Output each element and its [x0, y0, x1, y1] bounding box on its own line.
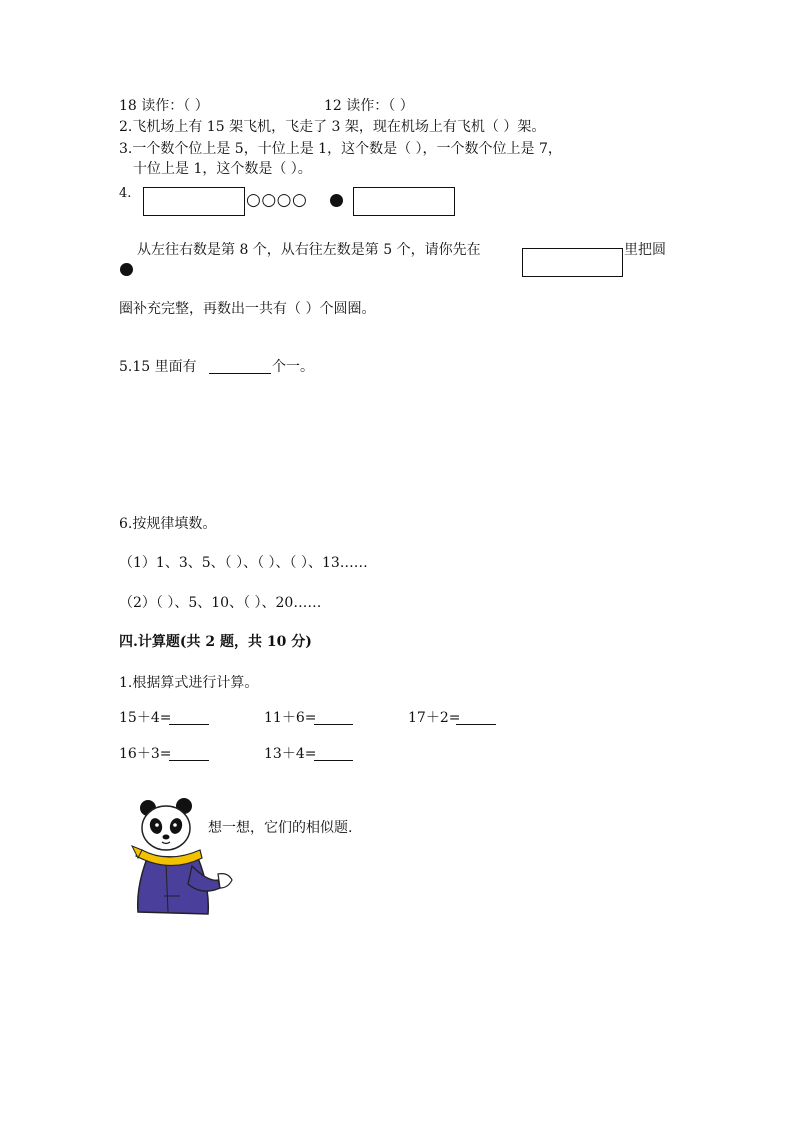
- q6-title: 6.按规律填数。: [119, 516, 217, 532]
- q6-line1: （1）1、3、5、（ ）、（ ）、（ ）、13……: [119, 555, 368, 571]
- q5-post: 个一。: [272, 359, 314, 375]
- calc-item: 13＋4=: [264, 746, 317, 762]
- calc-blank[interactable]: [456, 724, 496, 725]
- calc-title: 1.根据算式进行计算。: [119, 675, 259, 691]
- q5-blank[interactable]: [209, 373, 271, 374]
- calc-item: 11＋6=: [264, 710, 317, 726]
- answer-box-left[interactable]: [143, 187, 245, 216]
- calc-item: 17＋2=: [408, 710, 461, 726]
- section-title: 四.计算题(共 2 题，共 10 分): [119, 634, 312, 650]
- q2-text: 2.飞机场上有 15 架飞机，飞走了 3 架，现在机场上有飞机（ ）架。: [119, 119, 546, 135]
- hollow-circles: ○○○○: [246, 190, 308, 210]
- q5-pre: 5.15 里面有: [119, 359, 197, 375]
- calc-blank[interactable]: [314, 724, 353, 725]
- calc-item: 16＋3=: [119, 746, 172, 762]
- q4-number: 4.: [119, 186, 132, 201]
- q4-text-c: 圈补充完整，再数出一共有（ ）个圆圈。: [119, 301, 376, 317]
- answer-box-right[interactable]: [353, 187, 455, 216]
- calc-item: 15＋4=: [119, 710, 172, 726]
- answer-box-inline[interactable]: [522, 248, 623, 277]
- q6-line2: （2）（ ）、5、10、（ ）、20……: [119, 595, 322, 611]
- q1-right: 12 读作：（ ）: [324, 98, 414, 114]
- filled-circle-icon: [330, 194, 343, 207]
- calc-blank[interactable]: [314, 760, 353, 761]
- q4-text-a: 从左往右数是第 8 个，从右往左数是第 5 个，请你先在: [137, 242, 481, 258]
- panda-speech: 想一想，它们的相似题.: [208, 820, 353, 836]
- filled-circle-icon: [120, 263, 133, 276]
- calc-blank[interactable]: [169, 760, 209, 761]
- q3-line1: 3.一个数个位上是 5，十位上是 1，这个数是（ ），一个数个位上是 7，: [119, 141, 562, 157]
- q3-line2: 十位上是 1，这个数是（ ）。: [133, 161, 312, 177]
- q1-left: 18 读作：（ ）: [119, 98, 209, 114]
- q4-text-b: 里把圆: [624, 242, 666, 258]
- calc-blank[interactable]: [169, 724, 209, 725]
- panda-illustration: [128, 796, 238, 918]
